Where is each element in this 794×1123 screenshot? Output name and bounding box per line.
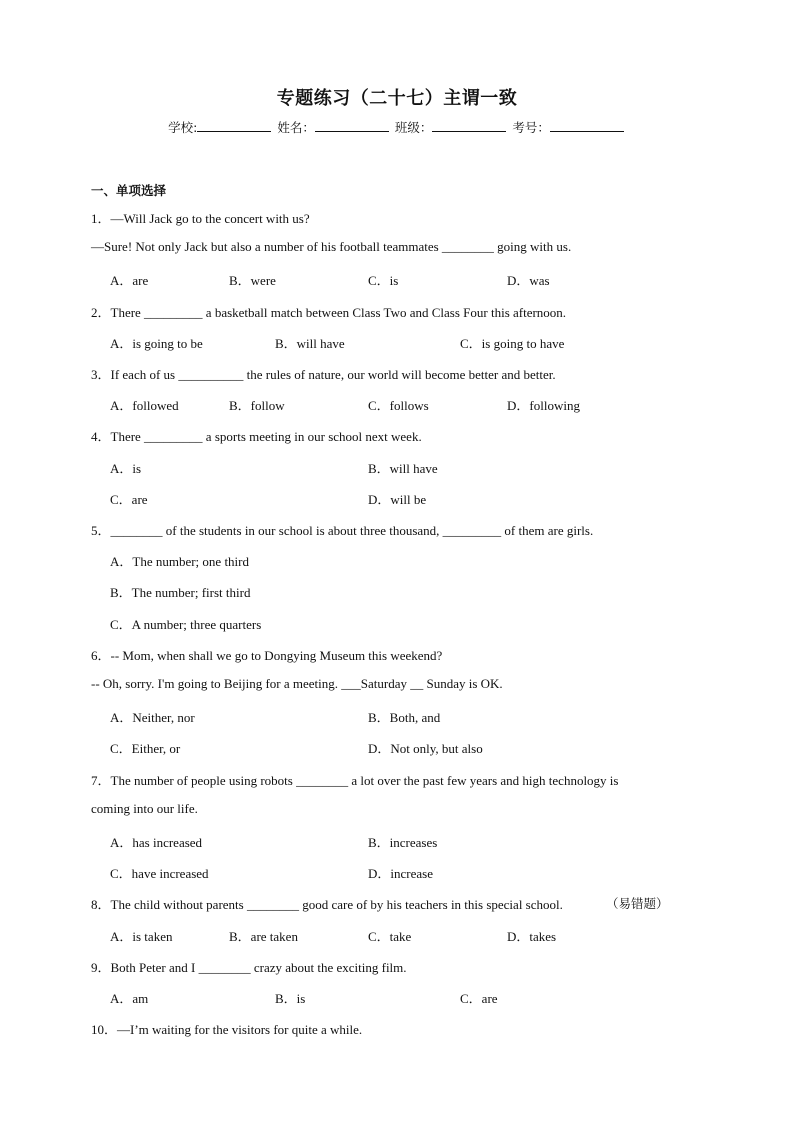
question-1-stem: 1．—Will Jack go to the concert with us? <box>91 211 310 226</box>
question-7-option-b[interactable]: B．increases <box>368 835 438 850</box>
question-7-option-d[interactable]: D．increase <box>368 866 433 881</box>
question-8-option-c[interactable]: C．take <box>368 929 412 944</box>
question-9-option-a[interactable]: A．am <box>110 991 149 1006</box>
question-9-option-b[interactable]: B．is <box>275 991 306 1006</box>
question-5-option-c[interactable]: C．A number; three quarters <box>110 617 262 632</box>
name-blank[interactable] <box>315 119 389 132</box>
question-6-option-d[interactable]: D．Not only, but also <box>368 741 483 756</box>
error-prone-tag: （易错题） <box>606 896 669 911</box>
question-3-stem: 3．If each of us __________ the rules of nature, our world will become better and better. <box>91 367 556 382</box>
student-info-line <box>0 118 794 136</box>
question-7-option-a[interactable]: A．has increased <box>110 835 203 850</box>
question-7-stem-2: coming into our life. <box>91 801 198 816</box>
question-1-option-c[interactable]: C．is <box>368 273 399 288</box>
question-6-option-c[interactable]: C．Either, or <box>110 741 181 756</box>
question-8-stem: 8．The child without parents ________ good care of by his teachers in this special school. <box>91 897 563 912</box>
question-4-option-b[interactable]: B．will have <box>368 461 438 476</box>
question-6-option-b[interactable]: B．Both, and <box>368 710 441 725</box>
exam-number-blank[interactable] <box>550 119 624 132</box>
question-4-option-a[interactable]: A．is <box>110 461 142 476</box>
question-3-option-a[interactable]: A．followed <box>110 398 179 413</box>
question-1-option-b[interactable]: B．were <box>229 273 276 288</box>
question-10-stem: 10．—I’m waiting for the visitors for quite a while. <box>91 1022 363 1037</box>
exam-number-label: 考号： <box>512 120 550 135</box>
class-label: 班级： <box>394 120 433 135</box>
question-4-option-c[interactable]: C．are <box>110 492 148 507</box>
question-5-stem: 5．________ of the students in our school is about three thousand, _________ of them are girls. <box>91 523 594 538</box>
question-1-option-a[interactable]: A．are <box>110 273 149 288</box>
question-8-option-d[interactable]: D．takes <box>507 929 557 944</box>
question-5-option-a[interactable]: A．The number; one third <box>110 554 249 569</box>
question-6-stem-2: -- Oh, sorry. I'm going to Beijing for a meeting. ___Saturday __ Sunday is OK. <box>91 676 503 691</box>
question-2-option-a[interactable]: A．is going to be <box>110 336 203 351</box>
question-8-option-b[interactable]: B．are taken <box>229 929 298 944</box>
question-6-option-a[interactable]: A．Neither, nor <box>110 710 195 725</box>
school-label: 学校: <box>168 120 198 135</box>
class-blank[interactable] <box>432 119 506 132</box>
question-9-stem: 9．Both Peter and I ________ crazy about the exciting film. <box>91 960 407 975</box>
name-label: 姓名： <box>277 120 315 135</box>
question-9-option-c[interactable]: C．are <box>460 991 498 1006</box>
question-1-option-d[interactable]: D．was <box>507 273 550 288</box>
question-2-option-b[interactable]: B．will have <box>275 336 345 351</box>
school-blank[interactable] <box>197 119 271 132</box>
question-7-option-c[interactable]: C．have increased <box>110 866 209 881</box>
question-4-option-d[interactable]: D．will be <box>368 492 427 507</box>
question-8-option-a[interactable]: A．is taken <box>110 929 173 944</box>
question-1-stem-2: —Sure! Not only Jack but also a number of his football teammates ________ going with us. <box>91 239 572 254</box>
question-2-stem: 2．There _________ a basketball match between Class Two and Class Four this afternoon. <box>91 305 567 320</box>
question-6-stem: 6．-- Mom, when shall we go to Dongying Museum this weekend? <box>91 648 443 663</box>
question-3-option-b[interactable]: B．follow <box>229 398 285 413</box>
question-3-option-d[interactable]: D．following <box>507 398 580 413</box>
question-5-option-b[interactable]: B．The number; first third <box>110 585 251 600</box>
question-7-stem: 7．The number of people using robots ________ a lot over the past few years and high technology is <box>91 773 619 788</box>
question-3-option-c[interactable]: C．follows <box>368 398 429 413</box>
page-title: 专题练习（二十七）主谓一致 <box>276 88 518 109</box>
section-title: 一、单项选择 <box>91 183 167 198</box>
question-4-stem: 4．There _________ a sports meeting in our school next week. <box>91 429 422 444</box>
question-2-option-c[interactable]: C．is going to have <box>460 336 565 351</box>
